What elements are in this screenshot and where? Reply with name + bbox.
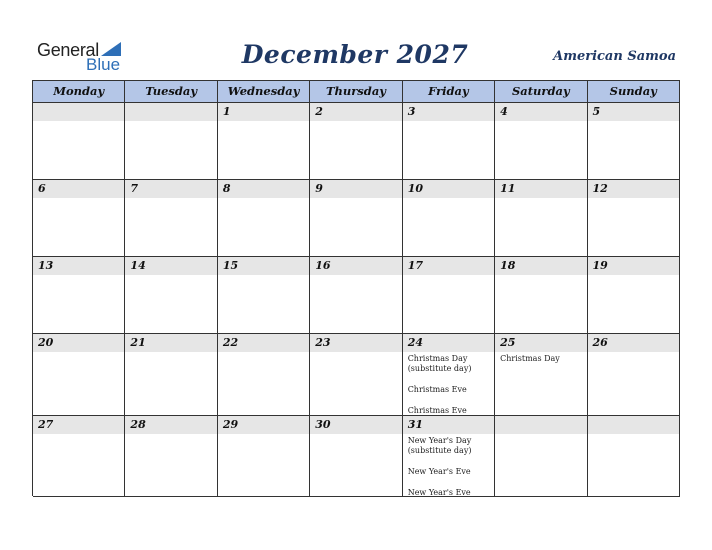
weekday-header: Friday bbox=[403, 81, 495, 103]
day-cell[interactable] bbox=[125, 334, 217, 416]
holiday-event: Christmas Eve bbox=[407, 385, 467, 394]
day-number: 17 bbox=[403, 257, 494, 275]
day-number: 29 bbox=[218, 416, 309, 434]
day-number: 30 bbox=[310, 416, 401, 434]
day-number: 11 bbox=[495, 180, 586, 198]
day-cell[interactable] bbox=[403, 334, 495, 416]
day-events bbox=[495, 352, 586, 364]
day-number bbox=[588, 416, 679, 434]
day-cell[interactable] bbox=[310, 257, 402, 334]
logo-text-blue: Blue bbox=[86, 55, 121, 74]
day-cell[interactable] bbox=[588, 416, 680, 497]
day-cell[interactable] bbox=[310, 180, 402, 257]
day-cell[interactable] bbox=[403, 416, 495, 497]
day-cell[interactable] bbox=[33, 334, 125, 416]
holiday-event: Christmas Day (substitute day) bbox=[407, 354, 472, 373]
day-cell[interactable] bbox=[310, 334, 402, 416]
day-number bbox=[33, 103, 124, 121]
day-number: 10 bbox=[403, 180, 494, 198]
day-cell[interactable] bbox=[495, 103, 587, 180]
day-cell[interactable] bbox=[125, 180, 217, 257]
day-cell[interactable] bbox=[588, 180, 680, 257]
day-events bbox=[403, 352, 494, 416]
weekday-header: Thursday bbox=[310, 81, 402, 103]
day-cell[interactable] bbox=[495, 334, 587, 416]
holiday-event: New Year's Eve bbox=[407, 467, 471, 476]
weekday-header: Monday bbox=[33, 81, 125, 103]
day-number: 6 bbox=[33, 180, 124, 198]
day-number: 2 bbox=[310, 103, 401, 121]
holiday-event: Christmas Day bbox=[500, 354, 560, 363]
day-cell[interactable] bbox=[310, 416, 402, 497]
day-cell[interactable] bbox=[125, 103, 217, 180]
day-cell[interactable] bbox=[33, 416, 125, 497]
day-cell[interactable] bbox=[495, 416, 587, 497]
day-number: 25 bbox=[495, 334, 586, 352]
day-number: 20 bbox=[33, 334, 124, 352]
day-number: 1 bbox=[218, 103, 309, 121]
day-number: 13 bbox=[33, 257, 124, 275]
day-cell[interactable] bbox=[403, 103, 495, 180]
week-row bbox=[33, 257, 680, 334]
logo-text-general: General bbox=[37, 40, 99, 60]
day-cell[interactable] bbox=[33, 180, 125, 257]
day-number: 21 bbox=[125, 334, 216, 352]
calendar-title: December 2027 bbox=[241, 40, 469, 69]
day-number: 7 bbox=[125, 180, 216, 198]
day-cell[interactable] bbox=[218, 334, 310, 416]
day-cell[interactable] bbox=[588, 334, 680, 416]
day-number: 14 bbox=[125, 257, 216, 275]
day-cell[interactable] bbox=[33, 257, 125, 334]
week-row bbox=[33, 103, 680, 180]
day-cell[interactable] bbox=[125, 257, 217, 334]
weekday-header: Saturday bbox=[495, 81, 587, 103]
day-number: 3 bbox=[403, 103, 494, 121]
weekday-header-row bbox=[33, 81, 680, 103]
day-cell[interactable] bbox=[495, 257, 587, 334]
day-number: 26 bbox=[588, 334, 679, 352]
brand-logo bbox=[37, 40, 127, 74]
day-cell[interactable] bbox=[125, 416, 217, 497]
day-cell[interactable] bbox=[218, 257, 310, 334]
week-row bbox=[33, 180, 680, 257]
day-number: 28 bbox=[125, 416, 216, 434]
day-cell[interactable] bbox=[33, 103, 125, 180]
day-cell[interactable] bbox=[403, 180, 495, 257]
day-number bbox=[495, 416, 586, 434]
day-number: 16 bbox=[310, 257, 401, 275]
week-row bbox=[33, 416, 680, 497]
day-number: 8 bbox=[218, 180, 309, 198]
day-number: 12 bbox=[588, 180, 679, 198]
weekday-header: Tuesday bbox=[125, 81, 217, 103]
calendar-grid bbox=[32, 80, 680, 496]
holiday-event: New Year's Day (substitute day) bbox=[407, 436, 472, 455]
day-cell[interactable] bbox=[403, 257, 495, 334]
day-number: 24 bbox=[403, 334, 494, 352]
holiday-event: Christmas Eve bbox=[407, 406, 467, 415]
region-label: American Samoa bbox=[553, 49, 676, 64]
holiday-event: New Year's Eve bbox=[407, 488, 471, 497]
day-number: 23 bbox=[310, 334, 401, 352]
day-number: 19 bbox=[588, 257, 679, 275]
day-number: 22 bbox=[218, 334, 309, 352]
day-cell[interactable] bbox=[218, 180, 310, 257]
day-events bbox=[403, 434, 494, 498]
day-cell[interactable] bbox=[218, 416, 310, 497]
week-row bbox=[33, 334, 680, 416]
day-cell[interactable] bbox=[495, 180, 587, 257]
day-number: 18 bbox=[495, 257, 586, 275]
weekday-header: Sunday bbox=[588, 81, 680, 103]
day-number: 15 bbox=[218, 257, 309, 275]
day-number bbox=[125, 103, 216, 121]
day-number: 4 bbox=[495, 103, 586, 121]
weekday-header: Wednesday bbox=[218, 81, 310, 103]
day-number: 31 bbox=[403, 416, 494, 434]
day-cell[interactable] bbox=[588, 103, 680, 180]
day-cell[interactable] bbox=[218, 103, 310, 180]
day-number: 5 bbox=[588, 103, 679, 121]
day-cell[interactable] bbox=[588, 257, 680, 334]
day-number: 27 bbox=[33, 416, 124, 434]
day-cell[interactable] bbox=[310, 103, 402, 180]
logo-triangle-icon bbox=[101, 42, 121, 56]
day-number: 9 bbox=[310, 180, 401, 198]
